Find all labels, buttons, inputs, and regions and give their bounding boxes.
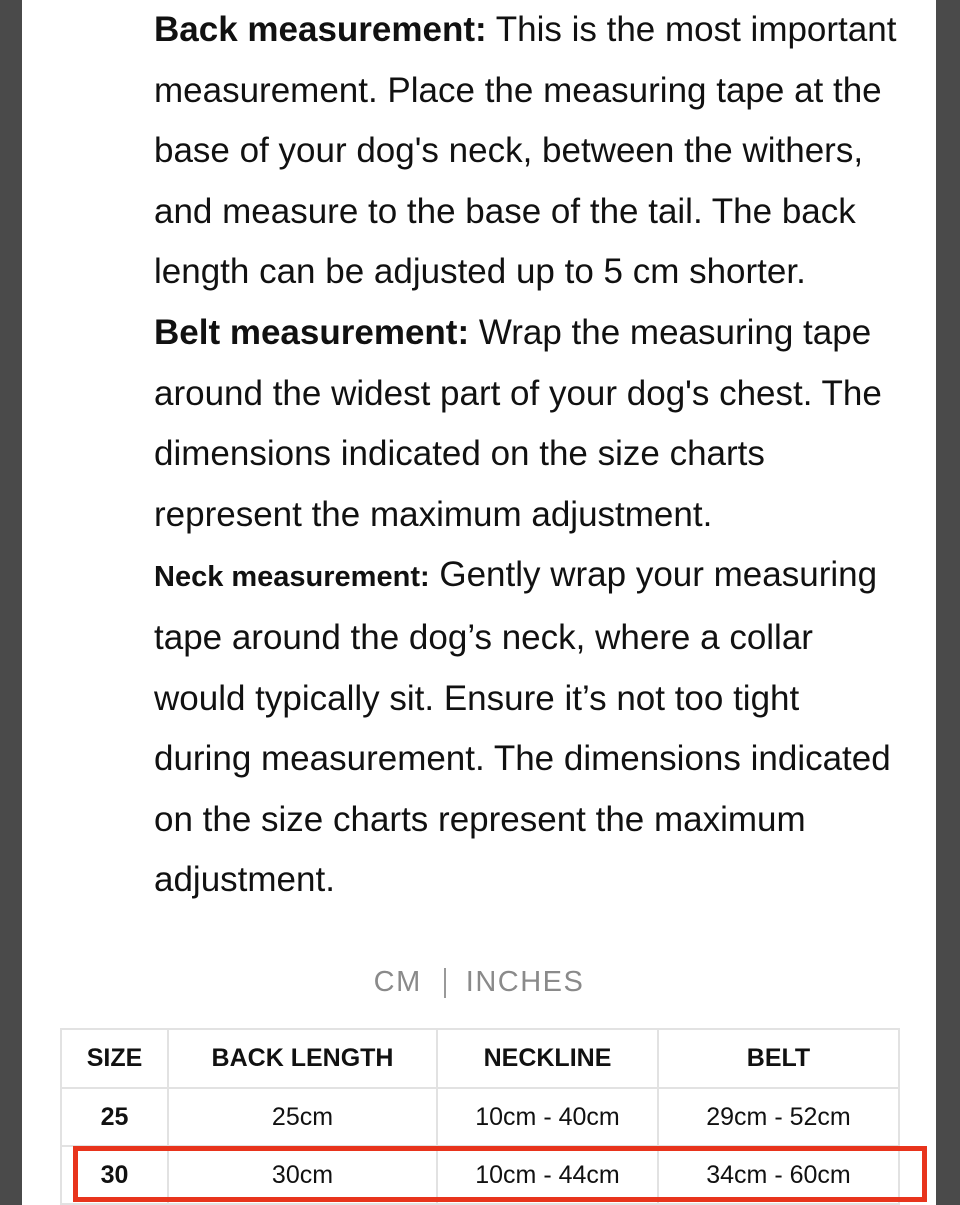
header-back-length: BACK LENGTH: [168, 1029, 437, 1088]
cell-back-length: 25cm: [168, 1088, 437, 1146]
back-measurement-label: Back measurement:: [154, 10, 487, 49]
unit-separator: [444, 968, 446, 998]
table-header-row: [61, 1029, 899, 1088]
header-size: SIZE: [61, 1029, 168, 1088]
neck-measurement-text: Gently wrap your measuring tape around the dog’s neck, where a collar would typically sit. Ensure it’s not too tight during measurement. The dimensions indicated on the size charts represent the maximum adjustment.: [154, 555, 891, 900]
back-measurement-text: This is the most important measurement. Place the measuring tape at the base of your dog's neck, between the withers, and measure to the base of the tail. The back length can be adjusted up to 5 cm shorter.: [154, 10, 897, 292]
cell-size: 30: [61, 1146, 168, 1204]
belt-measurement-label: Belt measurement:: [154, 312, 470, 352]
cell-neckline: 10cm - 44cm: [437, 1146, 658, 1204]
page-content: [22, 0, 936, 1205]
unit-toggle: [22, 966, 936, 999]
neck-measurement-paragraph: [154, 545, 904, 911]
neck-measurement-label: Neck measurement:: [154, 561, 430, 594]
cell-belt: 29cm - 52cm: [658, 1088, 899, 1146]
header-neckline: NECKLINE: [437, 1029, 658, 1088]
cell-belt: 34cm - 60cm: [658, 1146, 899, 1204]
belt-measurement-text: Wrap the measuring tape around the widest part of your dog's chest. The dimensions indicated on the size charts represent the maximum adjustment.: [154, 312, 882, 534]
cell-size: 25: [61, 1088, 168, 1146]
cell-back-length: 30cm: [168, 1146, 437, 1204]
measurement-instructions: [154, 0, 904, 911]
unit-cm-button[interactable]: CM: [373, 966, 422, 998]
header-belt: BELT: [658, 1029, 899, 1088]
back-measurement-paragraph: [154, 0, 904, 303]
belt-measurement-paragraph: [154, 303, 904, 545]
cell-neckline: 10cm - 40cm: [437, 1088, 658, 1146]
table-row: [61, 1088, 899, 1146]
highlighted-row-annotation: [73, 1146, 927, 1202]
unit-inches-button[interactable]: INCHES: [465, 966, 585, 998]
